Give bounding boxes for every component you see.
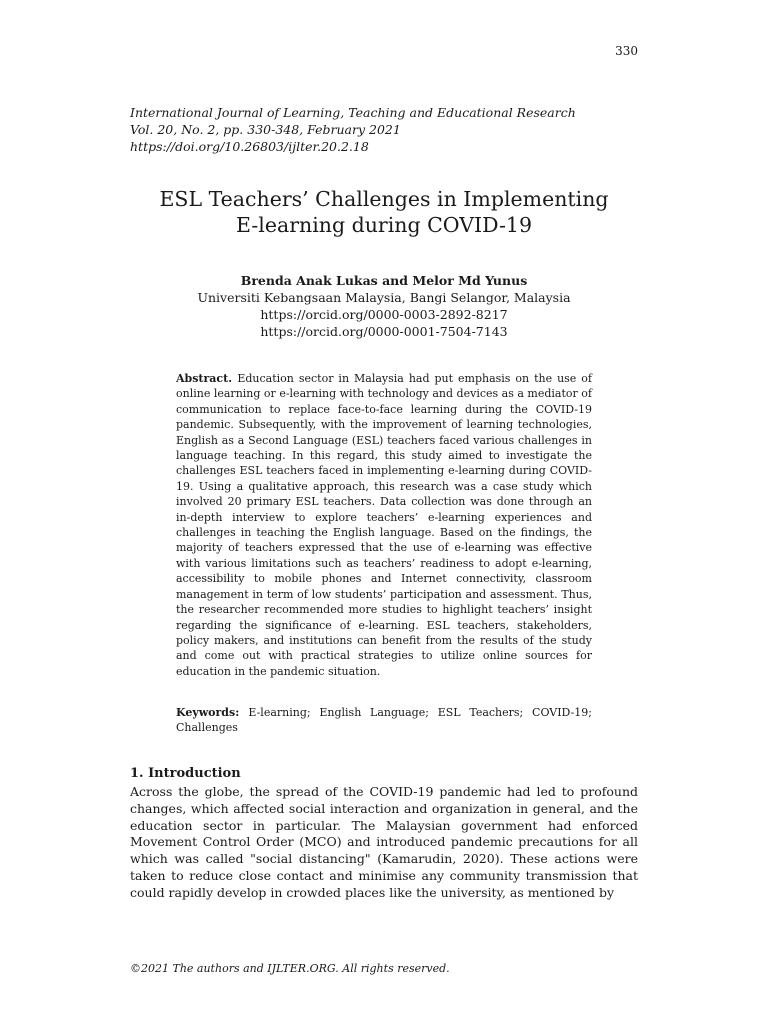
abstract bbox=[176, 371, 592, 679]
orcid-link-2[interactable]: https://orcid.org/0000-0001-7504-7143 bbox=[260, 324, 508, 339]
journal-name: International Journal of Learning, Teaching and Educational Research bbox=[130, 105, 576, 120]
introduction-heading: 1. Introduction bbox=[130, 766, 241, 781]
introduction-text: Across the globe, the spread of the COVID-19 pandemic had led to profound changes, which affected social interaction and organization in general, and the education sector in particular. The Malaysian government had enforced Movement Control Order (MCO) and introduced pandemic precautions for all which was called "social distancing" (Kamarudin, 2020). These actions were taken to reduce close contact and minimise any community transmission that could rapidly develop in crowded places like the university, as mentioned by bbox=[130, 784, 638, 900]
keywords-label: Keywords: bbox=[176, 706, 249, 719]
author-names: Brenda Anak Lukas and Melor Md Yunus bbox=[240, 273, 528, 288]
keywords-text: E-learning; English Language; ESL Teachers; COVID-19; Challenges bbox=[176, 706, 592, 735]
author-affiliation: Universiti Kebangsaan Malaysia, Bangi Selangor, Malaysia bbox=[197, 290, 571, 305]
copyright-footer: ©2021 The authors and IJLTER.ORG. All rights reserved. bbox=[130, 962, 450, 975]
paper-title-line-1: ESL Teachers’ Challenges in Implementing bbox=[159, 187, 609, 211]
orcid-link-1[interactable]: https://orcid.org/0000-0003-2892-8217 bbox=[260, 307, 508, 322]
paper-title bbox=[100, 186, 668, 238]
abstract-text: Education sector in Malaysia had put emphasis on the use of online learning or e-learning with technology and devices as a mediator of communication to replace face-to-face learning during the COVID-19 pandemic. Subsequently, with the improvement of learning technologies, English as a Second Language (ESL) teachers faced various challenges in language teaching. In this regard, this study aimed to investigate the challenges ESL teachers faced in implementing e-learning during COVID-19. Using a qualitative approach, this research was a case study which involved 20 primary ESL teachers. Data collection was done through an in-depth interview to explore teachers’ e-learning experiences and challenges in teaching the English language. Based on the findings, the majority of teachers expressed that the use of e-learning was effective with various limitations such as teachers’ readiness to adopt e-learning, accessibility to mobile phones and Internet connectivity, classroom management in term of low students’ participation and assessment. Thus, the researcher recommended more studies to highlight teachers’ insight regarding the significance of e-learning. ESL teachers, stakeholders, policy makers, and institutions can benefit from the results of the study and come out with practical strategies to utilize online sources for education in the pandemic situation. bbox=[176, 372, 592, 678]
journal-issue: Vol. 20, No. 2, pp. 330-348, February 2021 bbox=[130, 122, 401, 137]
keywords bbox=[176, 705, 592, 736]
journal-header bbox=[130, 104, 650, 155]
page-number: 330 bbox=[615, 44, 638, 58]
paper-title-line-2: E-learning during COVID-19 bbox=[236, 213, 532, 237]
abstract-label: Abstract. bbox=[176, 372, 238, 385]
journal-doi[interactable]: https://doi.org/10.26803/ijlter.20.2.18 bbox=[130, 139, 369, 154]
authors-block bbox=[130, 272, 638, 340]
